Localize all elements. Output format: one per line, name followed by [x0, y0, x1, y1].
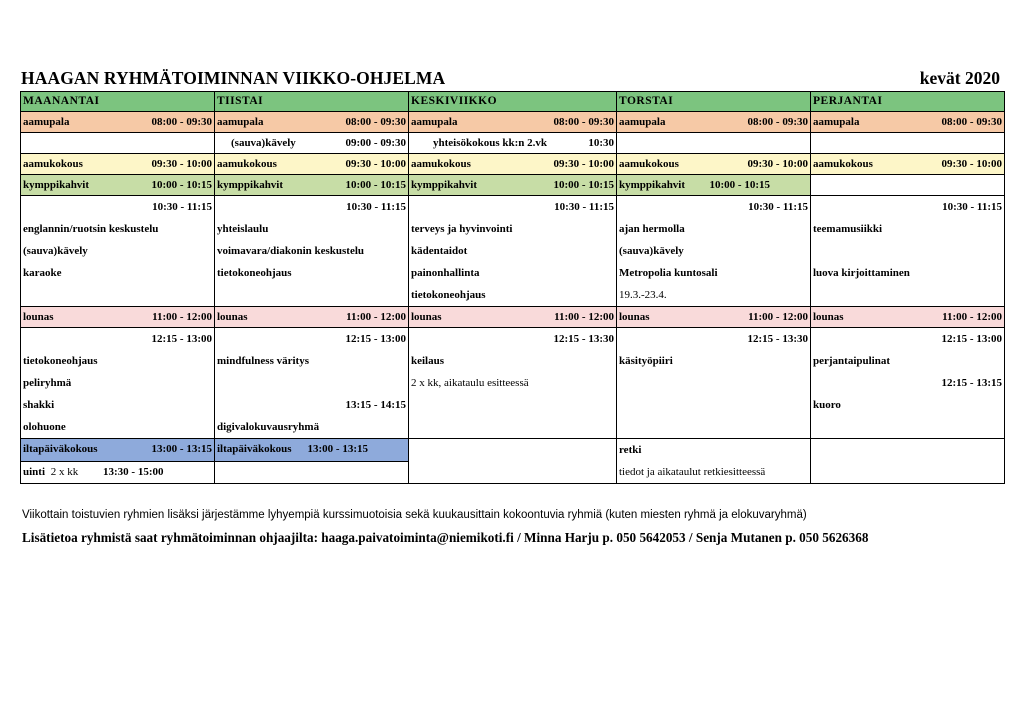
slot-thu-extra: [617, 133, 811, 154]
activity-item: Metropolia kuntosali: [619, 267, 718, 279]
footer-contact: Lisätietoa ryhmistä saat ryhmätoiminnan ohjaajilta: haaga.paivatoiminta@niemikoti.fi / Minna Harju p. 050 5642053 / Senja Mutanen p. 050 5626368: [22, 530, 869, 545]
activity-item: voimavara/diakonin keskustelu: [217, 245, 365, 257]
slot-tue-uinti: [215, 461, 409, 484]
slot-mon-morning: 10:30 - 11:15 englannin/ruotsin keskustelu (sauva)kävely karaoke: [21, 196, 215, 307]
activity-item: tietokoneohjaus: [23, 355, 98, 367]
activity-item: (sauva)kävely: [23, 245, 88, 257]
slot-mon-aamupala: aamupala 08:00 - 09:30: [21, 112, 215, 133]
activity-item: mindfulness väritys: [217, 355, 309, 367]
slot-mon-extra: [21, 133, 215, 154]
activity-item: teemamusiikki: [813, 223, 883, 235]
activity-item: keilaus: [411, 355, 445, 367]
activity-item: tietokoneohjaus: [411, 289, 486, 301]
activity-item: olohuone: [23, 421, 66, 433]
slot-thu-retki: [617, 439, 811, 484]
footer-note: Viikottain toistuvien ryhmien lisäksi järjestämme lyhyempiä kurssimuotoisia sekä kuukausittain kokoontuvia ryhmiä (kuten miesten ryhmä ja elokuvaryhmä): [22, 509, 807, 521]
slot-fri-aamukokous: aamukokous 09:30 - 10:00: [811, 154, 1005, 175]
activity-item: kuoro: [813, 399, 841, 411]
activity-item: englannin/ruotsin keskustelu: [23, 223, 159, 235]
activity-item: luova kirjoittaminen: [813, 267, 910, 279]
slot-tue-aamukokous: aamukokous 09:30 - 10:00: [215, 154, 409, 175]
morning-activities-row: [21, 196, 1005, 307]
slot-tue-extra: (sauva)kävely 09:00 - 09:30: [215, 133, 409, 154]
activity-item: peliryhmä: [23, 377, 72, 389]
slot-mon-aamukokous: aamukokous 09:30 - 10:00: [21, 154, 215, 175]
aamukokous-row: [21, 154, 1005, 175]
slot-fri-late: [811, 439, 1005, 484]
slot-thu-kymppikahvit: kymppikahvit 10:00 - 10:15: [617, 175, 811, 196]
activity-item: yhteislaulu: [217, 223, 269, 235]
slot-tue-lounas: lounas 11:00 - 12:00: [215, 307, 409, 328]
activity-item: painonhallinta: [411, 267, 480, 279]
day-header-mon: MAANANTAI: [21, 92, 215, 112]
slot-fri-lounas: lounas 11:00 - 12:00: [811, 307, 1005, 328]
activity-item: 19.3.-23.4.: [619, 289, 667, 301]
activity-item: kädentaidot: [411, 245, 468, 257]
slot-mon-afternoon: 12:15 - 13:00 tietokoneohjaus peliryhmä shakki olohuone: [21, 328, 215, 439]
activity-item: ajan hermolla: [619, 223, 685, 235]
activity-item: shakki: [23, 399, 55, 411]
slot-tue-morning: 10:30 - 11:15 yhteislaulu voimavara/diakonin keskustelu tietokoneohjaus: [215, 196, 409, 307]
slot-fri-aamupala: aamupala 08:00 - 09:30: [811, 112, 1005, 133]
slot-mon-iltapaivakokous: iltapäiväkokous 13:00 - 13:15: [21, 439, 215, 462]
slot-thu-lounas: lounas 11:00 - 12:00: [617, 307, 811, 328]
slot-wed-lounas: lounas 11:00 - 12:00: [409, 307, 617, 328]
slot-fri-extra: [811, 133, 1005, 154]
slot-thu-morning: 10:30 - 11:15 ajan hermolla (sauva)kävely Metropolia kuntosali 19.3.-23.4.: [617, 196, 811, 307]
slot-tue-afternoon: 12:15 - 13:00 mindfulness väritys 13:15 - 14:15 digivalokuvausryhmä: [215, 328, 409, 439]
activity-item: terveys ja hyvinvointi: [411, 223, 513, 235]
kymppikahvit-row: [21, 175, 1005, 196]
slot-tue-kymppikahvit: kymppikahvit 10:00 - 10:15: [215, 175, 409, 196]
activity-item: digivalokuvausryhmä: [217, 421, 320, 433]
slot-mon-lounas: lounas 11:00 - 12:00: [21, 307, 215, 328]
slot-wed-aamukokous: aamukokous 09:30 - 10:00: [409, 154, 617, 175]
activity-item: retki: [619, 444, 642, 456]
slot-thu-aamukokous: aamukokous 09:30 - 10:00: [617, 154, 811, 175]
lounas-row: [21, 307, 1005, 328]
day-header-fri: PERJANTAI: [811, 92, 1005, 112]
slot-tue-aamupala: aamupala 08:00 - 09:30: [215, 112, 409, 133]
slot-fri-kymppikahvit: [811, 175, 1005, 196]
slot-wed-aamupala: aamupala 08:00 - 09:30: [409, 112, 617, 133]
afternoon-activities-row: [21, 328, 1005, 439]
extra-row: [21, 133, 1005, 154]
day-header-wed: KESKIVIIKKO: [409, 92, 617, 112]
slot-fri-morning: 10:30 - 11:15 teemamusiikki luova kirjoittaminen: [811, 196, 1005, 307]
slot-mon-uinti: uinti 2 x kk 13:30 - 15:00: [21, 461, 215, 484]
slot-wed-afternoon: 12:15 - 13:30 keilaus 2 x kk, aikataulu esitteessä: [409, 328, 617, 439]
slot-wed-extra: yhteisökokous kk:n 2.vk 10:30: [409, 133, 617, 154]
slot-mon-kymppikahvit: kymppikahvit 10:00 - 10:15: [21, 175, 215, 196]
slot-thu-aamupala: aamupala 08:00 - 09:30: [617, 112, 811, 133]
day-header-row: [21, 92, 1005, 112]
activity-item: käsityöpiiri: [619, 355, 673, 367]
slot-fri-afternoon: 12:15 - 13:00 perjantaipulinat 12:15 - 13:15 kuoro: [811, 328, 1005, 439]
activity-item: karaoke: [23, 267, 62, 279]
activity-note: tiedot ja aikataulut retkiesitteessä: [619, 466, 766, 478]
activity-note: 2 x kk, aikataulu esitteessä: [411, 377, 529, 389]
day-header-thu: TORSTAI: [617, 92, 811, 112]
slot-thu-afternoon: 12:15 - 13:30 käsityöpiiri: [617, 328, 811, 439]
page-title: HAAGAN RYHMÄTOIMINNAN VIIKKO-OHJELMA: [21, 68, 446, 88]
aamupala-row: [21, 112, 1005, 133]
day-header-tue: TIISTAI: [215, 92, 409, 112]
activity-item: (sauva)kävely: [619, 245, 684, 257]
weekly-schedule-table: [20, 91, 1005, 484]
activity-item: perjantaipulinat: [813, 355, 891, 367]
season-label: kevät 2020: [919, 68, 1000, 88]
slot-tue-iltapaivakokous: iltapäiväkokous 13:00 - 13:15: [215, 439, 409, 462]
iltapaivakokous-row: [21, 439, 1005, 462]
slot-wed-late: [409, 439, 617, 484]
slot-wed-morning: 10:30 - 11:15 terveys ja hyvinvointi kädentaidot painonhallinta tietokoneohjaus: [409, 196, 617, 307]
slot-wed-kymppikahvit: kymppikahvit 10:00 - 10:15: [409, 175, 617, 196]
activity-item: tietokoneohjaus: [217, 267, 292, 279]
